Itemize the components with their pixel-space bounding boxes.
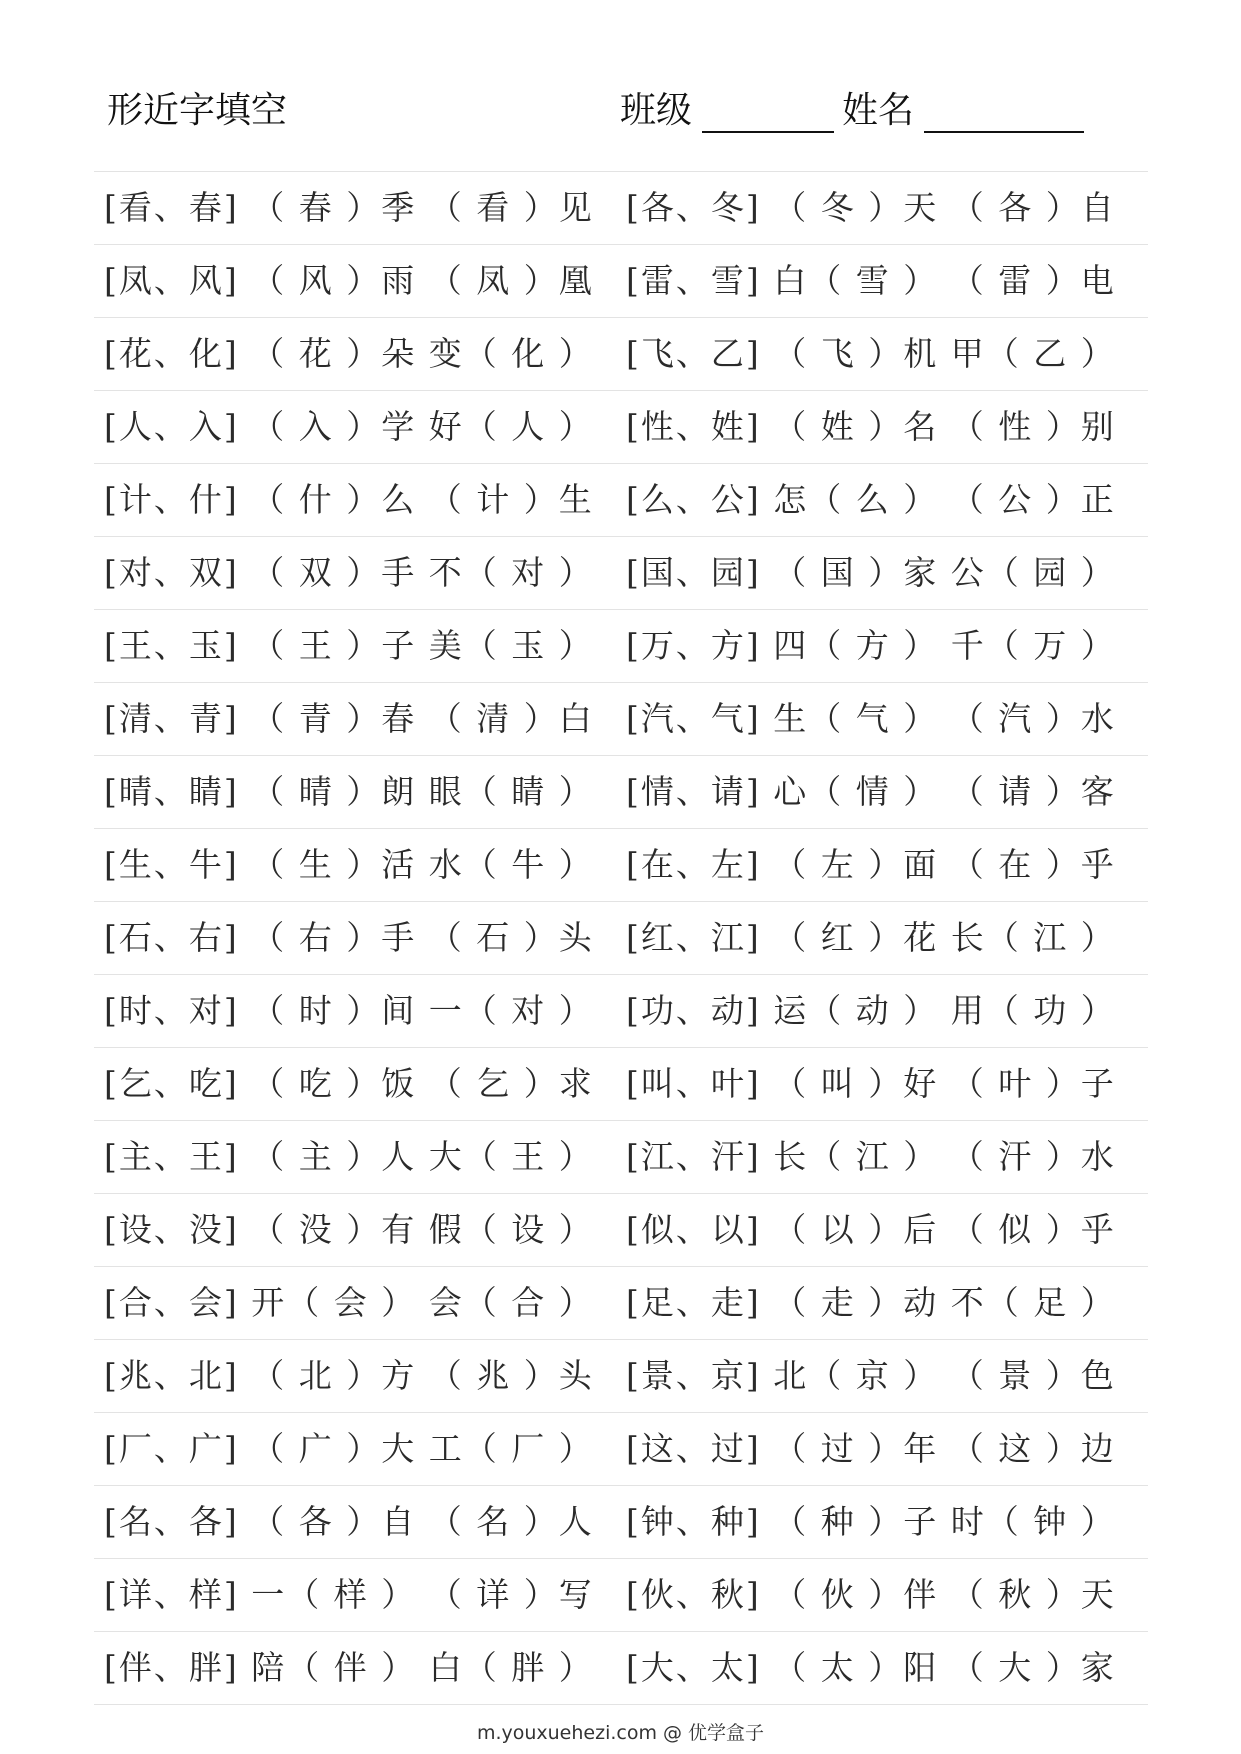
exercise-right: [江、汗] 长（ 江 ） （ 汗 ）水 [626, 1137, 1116, 1176]
exercise-left: [合、会] 开（ 会 ） 会（ 合 ） [104, 1283, 594, 1322]
exercise-row [94, 318, 1148, 391]
exercise-left: [主、王] （ 主 ）人 大（ 王 ） [104, 1137, 594, 1176]
exercise-row [94, 464, 1148, 537]
footer-watermark: m.youxuehezi.com @ 优学盒子 [476, 1722, 765, 1744]
exercise-row [94, 1486, 1148, 1559]
worksheet-header [0, 70, 1241, 140]
exercise-row [94, 1267, 1148, 1340]
exercise-row [94, 1194, 1148, 1267]
exercise-right: [万、方] 四（ 方 ） 千（ 万 ） [626, 626, 1116, 665]
exercise-right: [伙、秋] （ 伙 ）伴 （ 秋 ）天 [626, 1575, 1116, 1614]
exercise-right: [红、江] （ 红 ）花 长（ 江 ） [626, 918, 1116, 957]
exercise-row [94, 902, 1148, 975]
exercise-right: [国、园] （ 国 ）家 公（ 园 ） [626, 553, 1116, 592]
exercise-right: [景、京] 北（ 京 ） （ 景 ）色 [626, 1356, 1116, 1395]
exercise-left: [伴、胖] 陪（ 伴 ） 白（ 胖 ） [104, 1648, 594, 1687]
exercise-right: [性、姓] （ 姓 ）名 （ 性 ）别 [626, 407, 1116, 446]
exercise-row [94, 1413, 1148, 1486]
exercise-left: [晴、睛] （ 晴 ）朗 眼（ 睛 ） [104, 772, 594, 811]
class-label: 班级 [620, 90, 693, 131]
exercise-left: [计、什] （ 什 ）么 （ 计 ）生 [104, 480, 594, 519]
exercise-row [94, 1632, 1148, 1705]
exercise-right: [大、太] （ 太 ）阳 （ 大 ）家 [626, 1648, 1116, 1687]
exercise-left: [厂、广] （ 广 ）大 工（ 厂 ） [104, 1429, 594, 1468]
exercise-left: [详、样] 一（ 样 ） （ 详 ）写 [104, 1575, 594, 1614]
exercise-row [94, 391, 1148, 464]
exercise-row [94, 172, 1148, 245]
exercise-left: [生、牛] （ 生 ）活 水（ 牛 ） [104, 845, 594, 884]
exercise-left: [清、青] （ 青 ）春 （ 清 ）白 [104, 699, 594, 738]
exercise-left: [凤、风] （ 风 ）雨 （ 凤 ）凰 [104, 261, 594, 300]
exercise-right: [这、过] （ 过 ）年 （ 这 ）边 [626, 1429, 1116, 1468]
exercise-right: [么、公] 怎（ 么 ） （ 公 ）正 [626, 480, 1116, 519]
exercise-left: [看、春] （ 春 ）季 （ 看 ）见 [104, 188, 594, 227]
exercise-right: [钟、种] （ 种 ）子 时（ 钟 ） [626, 1502, 1116, 1541]
exercise-row [94, 1559, 1148, 1632]
exercise-left: [乞、吃] （ 吃 ）饭 （ 乞 ）求 [104, 1064, 594, 1103]
exercise-left: [王、玉] （ 王 ）子 美（ 玉 ） [104, 626, 594, 665]
exercise-row [94, 975, 1148, 1048]
exercise-left: [石、右] （ 右 ）手 （ 石 ）头 [104, 918, 594, 957]
exercise-row [94, 756, 1148, 829]
exercise-right: [各、冬] （ 冬 ）天 （ 各 ）自 [626, 188, 1116, 227]
exercise-row [94, 1340, 1148, 1413]
worksheet-title: 形近字填空 [107, 90, 288, 131]
exercise-right: [似、以] （ 以 ）后 （ 似 ）乎 [626, 1210, 1116, 1249]
exercise-row [94, 1048, 1148, 1121]
exercise-left: [对、双] （ 双 ）手 不（ 对 ） [104, 553, 594, 592]
exercise-right: [叫、叶] （ 叫 ）好 （ 叶 ）子 [626, 1064, 1116, 1103]
class-blank[interactable] [702, 95, 834, 133]
exercise-right: [在、左] （ 左 ）面 （ 在 ）乎 [626, 845, 1116, 884]
exercise-right: [飞、乙] （ 飞 ）机 甲（ 乙 ） [626, 334, 1116, 373]
name-blank[interactable] [924, 95, 1084, 133]
exercise-right: [功、动] 运（ 动 ） 用（ 功 ） [626, 991, 1116, 1030]
exercise-left: [花、化] （ 花 ）朵 变（ 化 ） [104, 334, 594, 373]
exercise-row [94, 537, 1148, 610]
exercise-left: [名、各] （ 各 ）自 （ 名 ）人 [104, 1502, 594, 1541]
exercise-row [94, 610, 1148, 683]
exercise-left: [兆、北] （ 北 ）方 （ 兆 ）头 [104, 1356, 594, 1395]
exercise-right: [雷、雪] 白（ 雪 ） （ 雷 ）电 [626, 261, 1116, 300]
exercise-row [94, 1121, 1148, 1194]
exercise-row [94, 683, 1148, 756]
exercise-row [94, 829, 1148, 902]
exercise-right: [情、请] 心（ 情 ） （ 请 ）客 [626, 772, 1116, 811]
exercise-row [94, 245, 1148, 318]
name-label: 姓名 [842, 90, 915, 131]
exercise-left: [时、对] （ 时 ）间 一（ 对 ） [104, 991, 594, 1030]
exercise-left: [人、入] （ 入 ）学 好（ 人 ） [104, 407, 594, 446]
student-info [620, 82, 1084, 133]
exercise-list [94, 171, 1148, 1705]
exercise-left: [设、没] （ 没 ）有 假（ 设 ） [104, 1210, 594, 1249]
exercise-right: [汽、气] 生（ 气 ） （ 汽 ）水 [626, 699, 1116, 738]
exercise-right: [足、走] （ 走 ）动 不（ 足 ） [626, 1283, 1116, 1322]
